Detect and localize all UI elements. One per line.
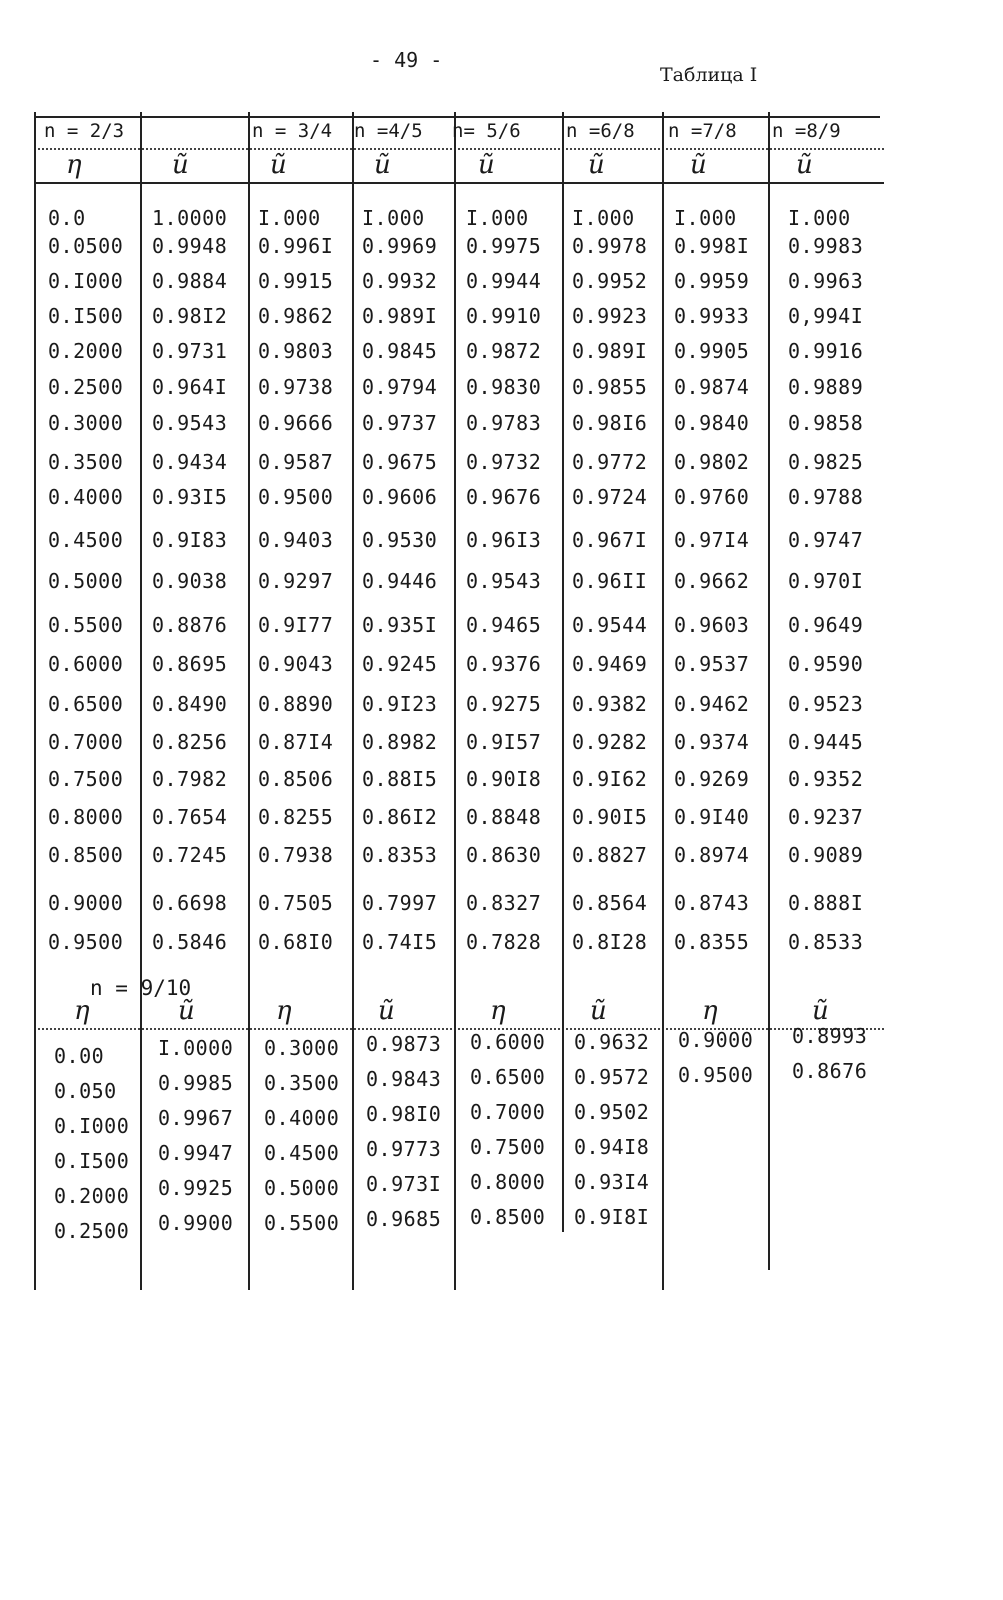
u-value: 0.973I — [366, 1172, 442, 1196]
u-value: 0.9978 — [572, 234, 648, 258]
u-value: 0.8327 — [466, 891, 542, 915]
u-value: 0.9760 — [674, 485, 750, 509]
u-value: 0.9959 — [674, 269, 750, 293]
eta-value: 0.3500 — [264, 1071, 340, 1095]
u-value: 0.8827 — [572, 843, 648, 867]
page-number: - 49 - — [370, 48, 443, 72]
eta-value: 0.2500 — [54, 1219, 130, 1243]
eta-value: 0.I500 — [48, 304, 124, 328]
column-rule — [248, 112, 250, 1290]
u-value: 0.74I5 — [362, 930, 438, 954]
u-value: 0.87I4 — [258, 730, 334, 754]
u-value: 0.9862 — [258, 304, 334, 328]
eta-value: 0.2500 — [48, 375, 124, 399]
column-header: n= 5/6 — [452, 120, 521, 142]
u-value: 0.9772 — [572, 450, 648, 474]
u-value: 0.8890 — [258, 692, 334, 716]
eta-value: 0.2000 — [54, 1184, 130, 1208]
u-value: 0.9840 — [674, 411, 750, 435]
u-value: 0.967I — [572, 528, 648, 552]
u-value: 0.9747 — [788, 528, 864, 552]
u-value: 0.8993 — [792, 1024, 868, 1048]
u-value: 0.9731 — [152, 339, 228, 363]
u-value: 0.9I8I — [574, 1205, 650, 1229]
column-header: n = 2/3 — [44, 120, 125, 142]
table-top-rule — [34, 116, 880, 118]
u-tilde-symbol: ũ — [796, 150, 813, 180]
u-value: 0.9874 — [674, 375, 750, 399]
u-value: 0.9382 — [572, 692, 648, 716]
u-value: 0.9649 — [788, 613, 864, 637]
u-value: 0.7245 — [152, 843, 228, 867]
column-rule — [768, 112, 770, 1270]
eta-value: 0.6000 — [48, 652, 124, 676]
u-tilde-symbol: ũ — [812, 996, 829, 1026]
u-value: 0.88I5 — [362, 767, 438, 791]
u-value: 0.9572 — [574, 1065, 650, 1089]
u-value: 0.9446 — [362, 569, 438, 593]
u-value: 0.964I — [152, 375, 228, 399]
column-rule — [140, 112, 142, 1290]
u-tilde-symbol: ũ — [374, 150, 391, 180]
u-value: 0.9275 — [466, 692, 542, 716]
u-value: 0.9376 — [466, 652, 542, 676]
u-value: 0.9590 — [788, 652, 864, 676]
u-value: 0.8982 — [362, 730, 438, 754]
u-value: 0.97I4 — [674, 528, 750, 552]
u-value: 0.9537 — [674, 652, 750, 676]
u-value: 0.8533 — [788, 930, 864, 954]
u-value: 0.9685 — [366, 1207, 442, 1231]
eta-value: 0.0500 — [48, 234, 124, 258]
eta-value: 0.9500 — [48, 930, 124, 954]
u-value: 0.8490 — [152, 692, 228, 716]
u-value: 0.9I40 — [674, 805, 750, 829]
u-value: 0.9905 — [674, 339, 750, 363]
eta-value: 0.4000 — [264, 1106, 340, 1130]
column-rule — [454, 112, 456, 1290]
u-value: 0.9269 — [674, 767, 750, 791]
u-value: 0.9462 — [674, 692, 750, 716]
eta-value: 0.5500 — [264, 1211, 340, 1235]
u-value: 0.9802 — [674, 450, 750, 474]
u-tilde-symbol: ũ — [270, 150, 287, 180]
u-value: 0.96I3 — [466, 528, 542, 552]
u-value: 0.9676 — [466, 485, 542, 509]
eta-value: 0.5000 — [264, 1176, 340, 1200]
u-value: 0.9773 — [366, 1137, 442, 1161]
u-tilde-symbol: ũ — [690, 150, 707, 180]
u-value: 0.8I28 — [572, 930, 648, 954]
u-value: 0.6698 — [152, 891, 228, 915]
eta-value: 0.I000 — [54, 1114, 130, 1138]
u-value: 0.7997 — [362, 891, 438, 915]
u-tilde-symbol: ũ — [478, 150, 495, 180]
u-value: 0.9944 — [466, 269, 542, 293]
u-value: 0.86I2 — [362, 805, 438, 829]
u-value: 0.9I57 — [466, 730, 542, 754]
column-header: n =6/8 — [566, 120, 635, 142]
u-value: 0.9543 — [466, 569, 542, 593]
u-value: 0.96II — [572, 569, 648, 593]
u-value: 0.9794 — [362, 375, 438, 399]
eta-symbol: η — [276, 996, 292, 1026]
column-rule — [662, 112, 664, 1290]
u-value: 0.9923 — [572, 304, 648, 328]
u-value: 0.9523 — [788, 692, 864, 716]
u-value: 0.9038 — [152, 569, 228, 593]
u-value: 0.9469 — [572, 652, 648, 676]
u-value: 0.8506 — [258, 767, 334, 791]
u-value: 0.9282 — [572, 730, 648, 754]
u-value: 0.9I77 — [258, 613, 334, 637]
u-value: 0.68I0 — [258, 930, 334, 954]
u-value: 0.98I2 — [152, 304, 228, 328]
table-title: Таблица I — [660, 64, 758, 86]
u-value: 0.9948 — [152, 234, 228, 258]
u-value: 0.7938 — [258, 843, 334, 867]
eta-value: 0.4500 — [48, 528, 124, 552]
u-value: 0.8876 — [152, 613, 228, 637]
eta-value: 0.3000 — [264, 1036, 340, 1060]
u-value: I.000 — [674, 206, 737, 230]
u-value: 0.9666 — [258, 411, 334, 435]
u-value: 0.9500 — [258, 485, 334, 509]
u-value: 0.9872 — [466, 339, 542, 363]
u-tilde-symbol: ũ — [378, 996, 395, 1026]
eta-value: 0.8500 — [48, 843, 124, 867]
u-value: 0.8355 — [674, 930, 750, 954]
u-value: 0.9434 — [152, 450, 228, 474]
symbol-row-rule — [34, 182, 884, 184]
eta-value: 0.8000 — [48, 805, 124, 829]
eta-symbol: η — [702, 996, 718, 1026]
eta-value: 0.7000 — [470, 1100, 546, 1124]
eta-value: 0.8500 — [470, 1205, 546, 1229]
u-value: I.000 — [572, 206, 635, 230]
u-value: 0.9737 — [362, 411, 438, 435]
u-value: 0.9788 — [788, 485, 864, 509]
eta-value: 0.I500 — [54, 1149, 130, 1173]
u-value: 0.888I — [788, 891, 864, 915]
u-value: 0.9445 — [788, 730, 864, 754]
lower-symbol-rule — [34, 1028, 884, 1030]
u-value: 0.9403 — [258, 528, 334, 552]
u-value: I.000 — [466, 206, 529, 230]
u-value: 0.98I6 — [572, 411, 648, 435]
u-value: 0.9855 — [572, 375, 648, 399]
eta-value: 0.050 — [54, 1079, 117, 1103]
u-value: 0.9873 — [366, 1032, 442, 1056]
u-tilde-symbol: ũ — [172, 150, 189, 180]
u-value: 0.8743 — [674, 891, 750, 915]
eta-value: 0.9000 — [48, 891, 124, 915]
u-value: 0.9783 — [466, 411, 542, 435]
u-tilde-symbol: ũ — [590, 996, 607, 1026]
eta-value: 0.5000 — [48, 569, 124, 593]
u-value: 1.0000 — [152, 206, 228, 230]
u-value: I.0000 — [158, 1036, 234, 1060]
u-value: 0.9932 — [362, 269, 438, 293]
u-value: 0.7828 — [466, 930, 542, 954]
u-value: 0.9900 — [158, 1211, 234, 1235]
column-header: n = 3/4 — [252, 120, 333, 142]
u-value: 0.9352 — [788, 767, 864, 791]
u-value: 0.9502 — [574, 1100, 650, 1124]
eta-value: 0.4000 — [48, 485, 124, 509]
column-rule — [352, 112, 354, 1290]
u-value: 0.9603 — [674, 613, 750, 637]
u-value: 0,994I — [788, 304, 864, 328]
eta-value: 0.7500 — [470, 1135, 546, 1159]
u-value: 0.9858 — [788, 411, 864, 435]
u-value: 0.9830 — [466, 375, 542, 399]
u-value: 0.8630 — [466, 843, 542, 867]
u-value: 0.8974 — [674, 843, 750, 867]
u-value: 0.970I — [788, 569, 864, 593]
u-value: 0.9662 — [674, 569, 750, 593]
u-tilde-symbol: ũ — [178, 996, 195, 1026]
column-header: n =8/9 — [772, 120, 841, 142]
u-value: 0.935I — [362, 613, 438, 637]
u-value: 0.9963 — [788, 269, 864, 293]
u-value: 0.93I5 — [152, 485, 228, 509]
u-value: 0.9947 — [158, 1141, 234, 1165]
u-value: 0.8256 — [152, 730, 228, 754]
u-value: 0.9967 — [158, 1106, 234, 1130]
u-value: I.000 — [258, 206, 321, 230]
u-value: 0.9975 — [466, 234, 542, 258]
u-value: 0.9544 — [572, 613, 648, 637]
eta-value: 0.4500 — [264, 1141, 340, 1165]
u-value: 0.98I0 — [366, 1102, 442, 1126]
u-value: 0.9089 — [788, 843, 864, 867]
u-value: 0.9I62 — [572, 767, 648, 791]
eta-symbol: η — [490, 996, 506, 1026]
header-separator — [34, 148, 884, 150]
eta-value: 0.I000 — [48, 269, 124, 293]
column-rule — [34, 112, 36, 1290]
u-value: 0.9245 — [362, 652, 438, 676]
u-value: 0.9983 — [788, 234, 864, 258]
eta-value: 0.6500 — [48, 692, 124, 716]
u-value: 0.8676 — [792, 1059, 868, 1083]
eta-value: 0.3500 — [48, 450, 124, 474]
u-value: 0.9632 — [574, 1030, 650, 1054]
column-rule — [562, 112, 564, 1232]
u-value: 0.7982 — [152, 767, 228, 791]
u-value: 0.8255 — [258, 805, 334, 829]
u-value: 0.8848 — [466, 805, 542, 829]
u-value: 0.9916 — [788, 339, 864, 363]
column-header: n =4/5 — [354, 120, 423, 142]
eta-value: 0.6000 — [470, 1030, 546, 1054]
u-value: 0.9I23 — [362, 692, 438, 716]
u-tilde-symbol: ũ — [588, 150, 605, 180]
u-value: 0.5846 — [152, 930, 228, 954]
u-value: 0.9915 — [258, 269, 334, 293]
u-value: 0.9825 — [788, 450, 864, 474]
u-value: 0.8695 — [152, 652, 228, 676]
u-value: 0.989I — [572, 339, 648, 363]
eta-value: 0.6500 — [470, 1065, 546, 1089]
u-value: I.000 — [788, 206, 851, 230]
u-value: 0.9925 — [158, 1176, 234, 1200]
u-value: 0.8564 — [572, 891, 648, 915]
u-value: 0.7654 — [152, 805, 228, 829]
u-value: 0.998I — [674, 234, 750, 258]
u-value: 0.9845 — [362, 339, 438, 363]
u-value: 0.9675 — [362, 450, 438, 474]
u-value: 0.90I8 — [466, 767, 542, 791]
u-value: 0.9889 — [788, 375, 864, 399]
u-value: 0.9374 — [674, 730, 750, 754]
u-value: 0.94I8 — [574, 1135, 650, 1159]
eta-symbol: η — [66, 150, 82, 180]
eta-symbol: η — [74, 996, 90, 1026]
u-value: 0.9884 — [152, 269, 228, 293]
u-value: 0.9587 — [258, 450, 334, 474]
u-value: 0.7505 — [258, 891, 334, 915]
column-header: n =7/8 — [668, 120, 737, 142]
eta-value: 0.7000 — [48, 730, 124, 754]
eta-value: 0.2000 — [48, 339, 124, 363]
eta-value: 0.8000 — [470, 1170, 546, 1194]
u-value: 0.9237 — [788, 805, 864, 829]
u-value: 0.9043 — [258, 652, 334, 676]
eta-value: 0.9000 — [678, 1028, 754, 1052]
u-value: 0.989I — [362, 304, 438, 328]
u-value: 0.9606 — [362, 485, 438, 509]
eta-value: 0.7500 — [48, 767, 124, 791]
u-value: 0.9724 — [572, 485, 648, 509]
eta-value: 0.00 — [54, 1044, 105, 1068]
u-value: 0.9297 — [258, 569, 334, 593]
u-value: 0.9465 — [466, 613, 542, 637]
u-value: 0.93I4 — [574, 1170, 650, 1194]
eta-value: 0.5500 — [48, 613, 124, 637]
lower-section-header: n = 9/10 — [90, 976, 192, 1000]
u-value: 0.9I83 — [152, 528, 228, 552]
u-value: 0.9732 — [466, 450, 542, 474]
u-value: I.000 — [362, 206, 425, 230]
u-value: 0.9910 — [466, 304, 542, 328]
u-value: 0.9952 — [572, 269, 648, 293]
eta-value: 0.0 — [48, 206, 86, 230]
u-value: 0.90I5 — [572, 805, 648, 829]
u-value: 0.9933 — [674, 304, 750, 328]
u-value: 0.9843 — [366, 1067, 442, 1091]
u-value: 0.9803 — [258, 339, 334, 363]
u-value: 0.8353 — [362, 843, 438, 867]
eta-value: 0.9500 — [678, 1063, 754, 1087]
u-value: 0.9969 — [362, 234, 438, 258]
u-value: 0.996I — [258, 234, 334, 258]
u-value: 0.9738 — [258, 375, 334, 399]
u-value: 0.9543 — [152, 411, 228, 435]
u-value: 0.9985 — [158, 1071, 234, 1095]
eta-value: 0.3000 — [48, 411, 124, 435]
u-value: 0.9530 — [362, 528, 438, 552]
